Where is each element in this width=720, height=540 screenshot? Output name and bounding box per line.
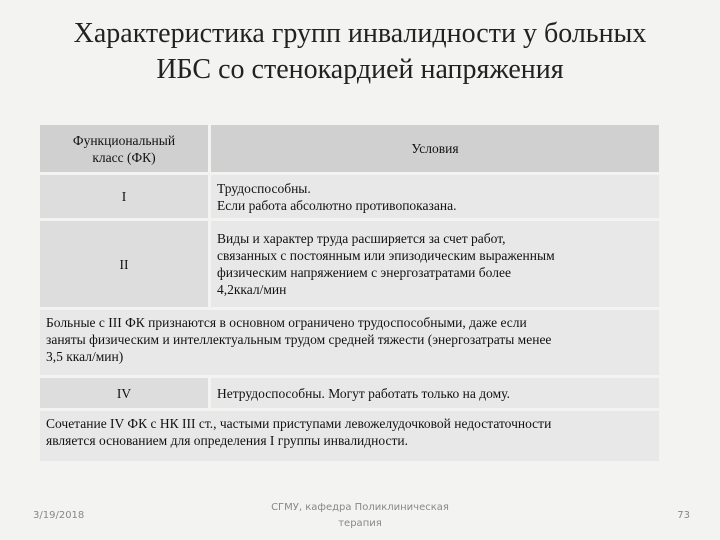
footer-department — [240, 500, 480, 532]
title-line-2: ИБС со стенокардией напряжения — [156, 54, 564, 85]
row1-line2: Если работа абсолютно противопоказана. — [217, 197, 457, 213]
disability-groups-table — [40, 125, 659, 461]
row4-fc-cell — [40, 378, 208, 408]
row1-text-cell — [211, 175, 659, 218]
slide-title — [30, 16, 690, 88]
footer-date: 3/19/2018 — [33, 510, 85, 521]
footer-page-number: 73 — [677, 510, 690, 521]
row3-line3: 3,5 ккал/мин) — [46, 349, 124, 364]
row1-line1: Трудоспособны. — [217, 180, 311, 196]
row5-note-cell — [40, 411, 659, 461]
row5-line2: является основанием для определения I группы инвалидности. — [46, 433, 408, 448]
row2-line4: 4,2ккал/мин — [217, 282, 287, 297]
row3-line1: Больные с III ФК признаются в основном ограничено трудоспособными, даже если — [46, 315, 527, 330]
row3-note-cell — [40, 310, 659, 375]
row1-fc: I — [121, 189, 127, 204]
row2-text-cell — [211, 221, 659, 307]
header-fc-line2: класс (ФК) — [92, 149, 156, 165]
row2-line1: Виды и характер труда расширяется за счет работ, — [217, 231, 506, 246]
row4-fc: IV — [116, 385, 132, 401]
row2-line2: связанных с постоянным или эпизодическим выраженным — [217, 248, 555, 263]
row3-line2: заняты физическим и интеллектуальным трудом средней тяжести (энергозатраты менее — [46, 332, 552, 347]
row1-fc-cell — [40, 175, 208, 218]
title-line-1: Характеристика групп инвалидности у больных — [73, 18, 647, 49]
row2-line3: физическим напряжением с энергозатратами более — [217, 265, 511, 280]
row2-fc-cell — [40, 221, 208, 307]
footer-department-line1: СГМУ, кафедра Поликлиническая — [271, 502, 449, 513]
row4-text-cell — [211, 378, 659, 408]
footer-department-line2: терапия — [338, 518, 382, 529]
header-conditions-cell — [211, 125, 659, 172]
row4-text: Нетрудоспособны. Могут работать только на дому. — [217, 385, 510, 401]
header-fc-line1: Функциональный — [72, 132, 176, 148]
header-fc-cell — [40, 125, 208, 172]
row2-fc: II — [119, 256, 129, 272]
row5-line1: Сочетание IV ФК с НК III ст., частыми приступами левожелудочковой недостаточности — [46, 416, 552, 431]
header-conditions: Условия — [411, 141, 459, 156]
